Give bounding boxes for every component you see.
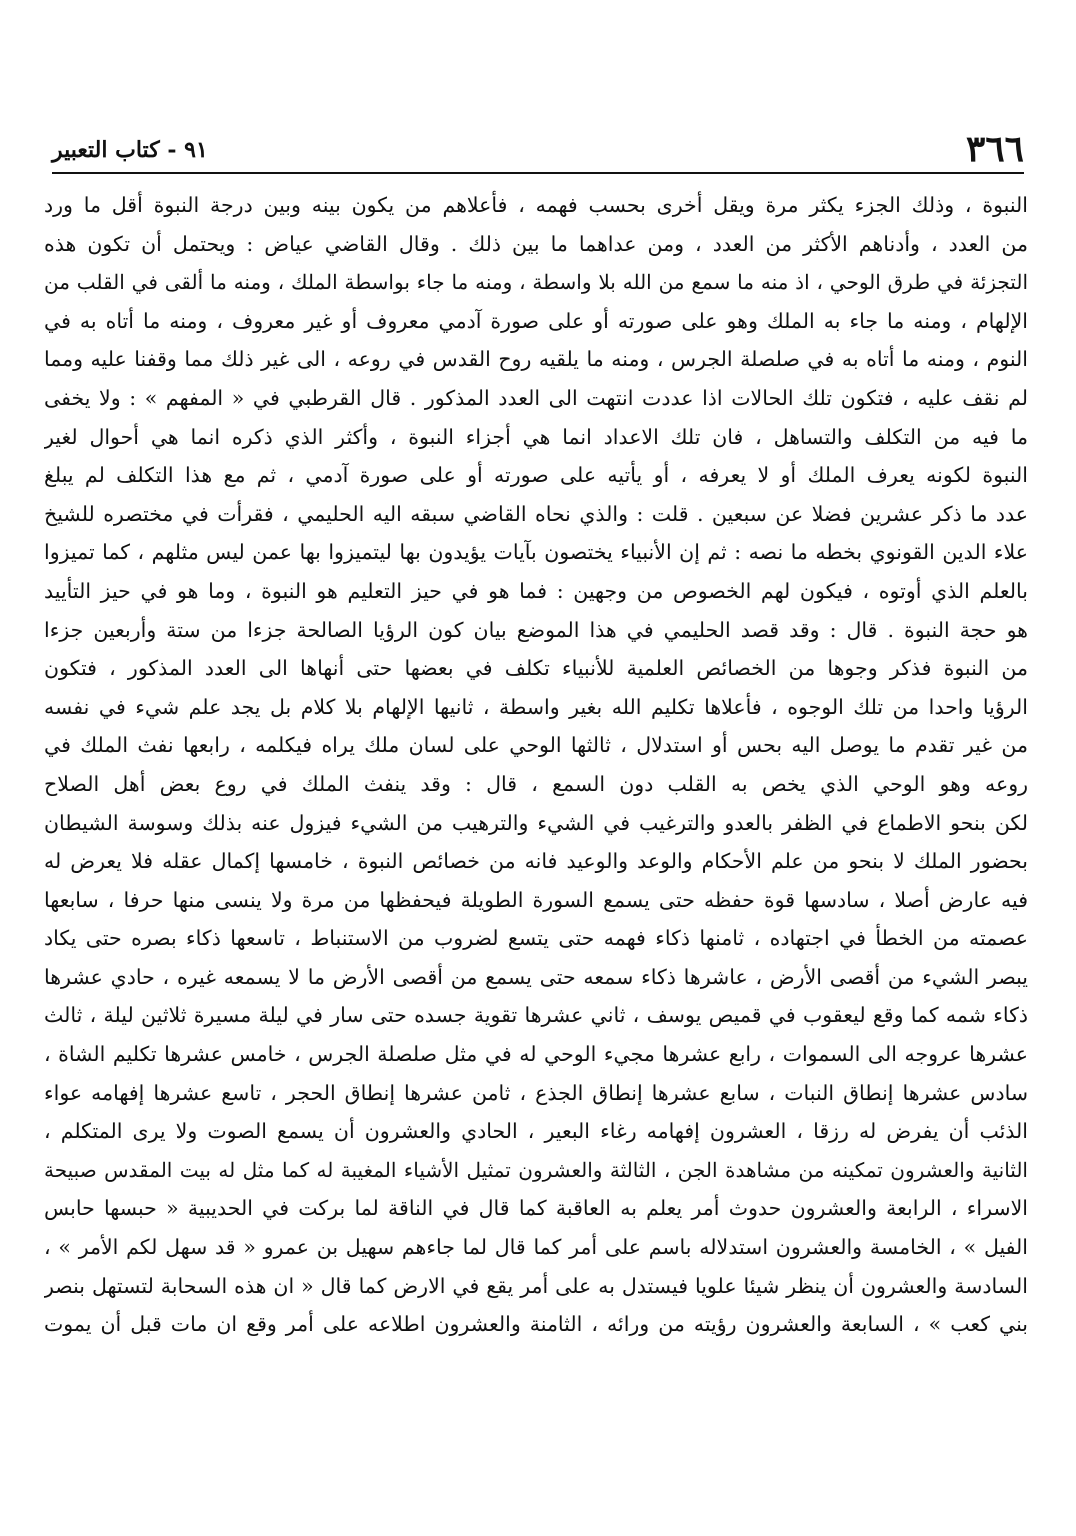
header-rule — [52, 172, 1024, 174]
text-line: من غير تقدم ما يوصل اليه بحس أو استدلال ، ثالثها الوحي على لسان ملك يراه فيكلمه ، رابعها نفث الملك في — [44, 733, 1028, 758]
text-line: روعه وهو الوحي الذي يخص به القلب دون السمع ، قال : وقد ينفث الملك في روع بعض أهل الصلاح — [44, 771, 1028, 796]
text-line: الرؤيا واحدا من تلك الوجوه ، فأعلاها تكليم الله بغير واسطة ، ثانيها الإلهام بلا كلام بل يجد علم شيء في نفسه — [44, 694, 1028, 719]
text-line: يبصر الشيء من أقصى الأرض ، عاشرها ذكاء سمعه حتى يسمع من أقصى الأرض ما لا يسمعه غيره ، حادي عشرها — [44, 964, 1028, 989]
text-line: الفيل » ، الخامسة والعشرون استدلاله باسم على أمر كما قال لما جاءهم سهيل بن عمرو « قد سهل لكم الأمر » ، — [44, 1235, 1028, 1260]
text-line: عصمته من الخطأ في اجتهاده ، ثامنها ذكاء فهمه حتى يتسع لضروب من الاستنباط ، تاسعها ذكاء بصره حتى يكاد — [44, 926, 1028, 951]
text-line: علاء الدين القونوي بخطه ما نصه : ثم إن الأنبياء يختصون بآيات يؤيدون بها ليتميزوا بها عمن ليس مثلهم ، كما تميزوا — [44, 540, 1028, 565]
text-line: السادسة والعشرون أن ينظر شيئا علويا فيستدل به على أمر يقع في الارض كما قال « ان هذه السحابة لتستهل بنصر — [44, 1273, 1028, 1298]
text-line: سادس عشرها إنطاق النبات ، سابع عشرها إنطاق الجذع ، ثامن عشرها إنطاق الحجر ، تاسع عشرها إفهامه عواء — [44, 1080, 1028, 1105]
text-line: الثانية والعشرون تمكينه من مشاهدة الجن ، الثالثة والعشرون تمثيل الأشياء المغيبة له كما مثل له بيت المقدس صبيحة — [44, 1157, 1028, 1182]
page-header — [52, 126, 1024, 176]
text-line: من العدد ، وأدناهم الأكثر من العدد ، ومن عداهما ما بين ذلك . وقال القاضي عياض : ويحتمل أن تكون هذه — [44, 231, 1028, 256]
text-line: بالعلم الذي أوتوه ، فيكون لهم الخصوص من وجهين : فما هو في حيز التعليم هو النبوة ، وما هو في حيز التأييد — [44, 578, 1028, 603]
text-line: النبوة ، وذلك الجزء يكثر مرة ويقل أخرى بحسب فهمه ، فأعلاهم من يكون بينه وبين درجة النبوة أقل ما ورد — [44, 193, 1028, 217]
text-line: الإلهام ، ومنه ما جاء به الملك وهو على صورته أو على صورة آدمي معروف أو غير معروف ، ومنه ما أتاه به في — [44, 308, 1028, 333]
text-line: لم نقف عليه ، فتكون تلك الحالات اذا عددت انتهت الى العدد المذكور . قال القرطبي في « المفهم » : ولا يخفى — [44, 385, 1028, 410]
text-line: التجزئة في طرق الوحي ، اذ منه ما سمع من الله بلا واسطة ، ومنه ما جاء بواسطة الملك ، ومنه ما ألقى في القلب من — [44, 270, 1028, 295]
text-line: بني كعب » ، السابعة والعشرون رؤيته من ورائه ، الثامنة والعشرون اطلاعه على أمر وقع ان مات قبل أن يموت — [44, 1312, 1028, 1337]
text-line: الاسراء ، الرابعة والعشرون حدوث أمر يعلم به العاقبة كما قال في الناقة لما بركت في الحديبية « حبسها حابس — [44, 1196, 1028, 1221]
text-line: ذكاء شمه كما وقع ليعقوب في قميص يوسف ، ثاني عشرها تقوية جسده حتى سار في ليلة مسيرة ثلاثين ليلة ، ثالث — [44, 1003, 1028, 1028]
text-line: بحضور الملك لا بنحو من علم الأحكام والوعد والوعيد فانه من خصائص النبوة ، خامسها إكمال عقله فلا يعرض له — [44, 849, 1028, 874]
text-line: من النبوة فذكر وجوها من الخصائص العلمية للأنبياء تكلف في بعضها حتى أنهاها الى العدد المذكور ، فتكون — [44, 656, 1028, 681]
text-line: هو حجة النبوة . قال : وقد قصد الحليمي في هذا الموضع بيان كون الرؤيا الصالحة جزءا من ستة وأربعين جزءا — [44, 617, 1028, 642]
running-head-chapter-title: ٩١ - كتاب التعبير — [52, 137, 208, 163]
text-line: عشرها عروجه الى السموات ، رابع عشرها مجيء الوحي له في مثل صلصلة الجرس ، خامس عشرها تكليم الشاة ، — [44, 1042, 1028, 1067]
text-line: النبوة لكونه يعرف الملك أو لا يعرفه ، أو يأتيه على صورته أو على صورة آدمي ، ثم مع هذا التكلف لم يبلغ — [44, 463, 1028, 488]
text-line: فيه عارض أصلا ، سادسها قوة حفظه حتى يسمع السورة الطويلة فيحفظها من مرة ولا ينسى منها حرفا ، سابعها — [44, 887, 1028, 912]
text-line: ما فيه من التكلف والتساهل ، فان تلك الاعداد انما هي أجزاء النبوة ، وأكثر الذي ذكره انما هي أحوال لغير — [44, 424, 1028, 449]
text-line: الذئب أن يفرض له رزقا ، العشرون إفهامه رغاء البعير ، الحادي والعشرون أن يسمع الصوت ولا يرى المتكلم ، — [44, 1119, 1028, 1144]
body-text — [44, 186, 1028, 1344]
text-line: النوم ، ومنه ما أتاه به في صلصلة الجرس ، ومنه ما يلقيه روح القدس في روعه ، الى غير ذلك مما وقفنا عليه ومما — [44, 347, 1028, 372]
text-line: لكن بنحو الاطماع في الظفر بالعدو والترغيب في الشيء والترهيب من الشيء فيزول عنه بذلك وسوسة الشيطان — [44, 810, 1028, 835]
text-line: عدد ما ذكر عشرين فضلا عن سبعين . قلت : والذي نحاه القاضي سبقه اليه الحليمي ، فقرأت في مختصره للشيخ — [44, 501, 1028, 526]
page-number: ٣٦٦ — [965, 128, 1024, 170]
